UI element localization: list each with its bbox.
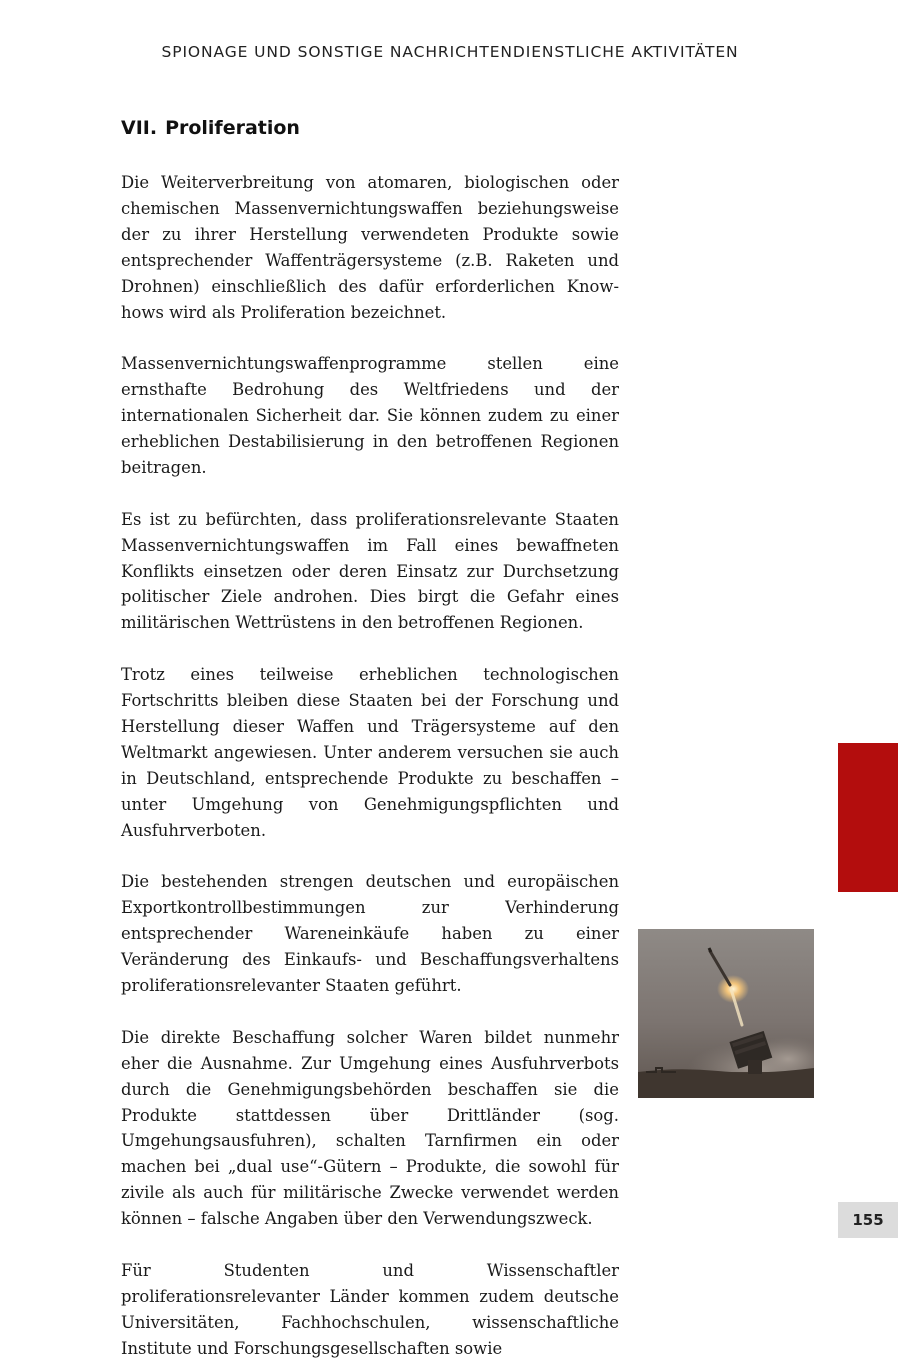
- running-header: SPIONAGE UND SONSTIGE NACHRICHTENDIENSTLICHE AKTIVITÄTEN: [161, 43, 739, 61]
- chapter-tab-marker: [838, 743, 898, 892]
- section-title: Proliferation: [165, 117, 300, 139]
- section-heading: [121, 117, 300, 139]
- paragraph: Für Studenten und Wissenschaftler proliferationsrelevanter Länder kommen zudem deutsche Universitäten, Fachhochschulen, wissenschaftliche Institute und Forschungsgesellschaften sowie: [121, 1260, 619, 1358]
- paragraph: Die bestehenden strengen deutschen und europäischen Exportkontrollbestimmungen zur Verhinderung entsprechender Wareneinkäufe haben zu einer Veränderung des Einkaufs- und Beschaffungsverhaltens proliferationsrelevanter Staaten geführt.: [121, 872, 619, 996]
- body-text: [121, 170, 619, 1362]
- page-number: 155: [838, 1202, 898, 1238]
- section-number: VII.: [121, 117, 158, 139]
- missile-launch-photo: [638, 929, 814, 1098]
- paragraph: Die Weiterverbreitung von atomaren, biologischen oder chemischen Massenvernichtungswaffen beziehungsweise der zu ihrer Herstellung verwendeten Produkte sowie entsprechender Waffenträgersysteme (z.B. Raketen und Drohnen) einschließlich des dafür erforderlichen Know-hows wird als Proliferation bezeichnet.: [121, 173, 619, 322]
- paragraph: Trotz eines teilweise erheblichen technologischen Fortschritts bleiben diese Staaten bei der Forschung und Herstellung dieser Waffen und Trägersysteme auf den Weltmarkt angewiesen. Unter anderem versuchen sie auch in Deutschland, entsprechende Produkte zu beschaffen – unter Umgehung von Genehmigungspflichten und Ausfuhrverboten.: [121, 665, 619, 840]
- paragraph: Es ist zu befürchten, dass proliferationsrelevante Staaten Massenvernichtungswaffen im Fall eines bewaffneten Konflikts einsetzen oder deren Einsatz zur Durchsetzung politischer Ziele androhen. Dies birgt die Gefahr eines militärischen Wettrüstens in den betroffenen Regionen.: [121, 509, 619, 633]
- paragraph: Die direkte Beschaffung solcher Waren bildet nunmehr eher die Ausnahme. Zur Umgehung eines Ausfuhrverbots durch die Genehmigungsbehörden beschaffen sie die Produkte stattdessen über Drittländer (sog. Umgehungsausfuhren), schalten Tarnfirmen ein oder machen bei „dual use“-Gütern – Produkte, die sowohl für zivile als auch für militärische Zwecke verwendet werden können – falsche Angaben über den Verwendungszweck.: [121, 1027, 619, 1229]
- paragraph: Massenvernichtungswaffenprogramme stellen eine ernsthafte Bedrohung des Weltfriedens und der internationalen Sicherheit dar. Sie können zudem zu einer erheblichen Destabilisierung in den betroffenen Regionen beitragen.: [121, 354, 619, 477]
